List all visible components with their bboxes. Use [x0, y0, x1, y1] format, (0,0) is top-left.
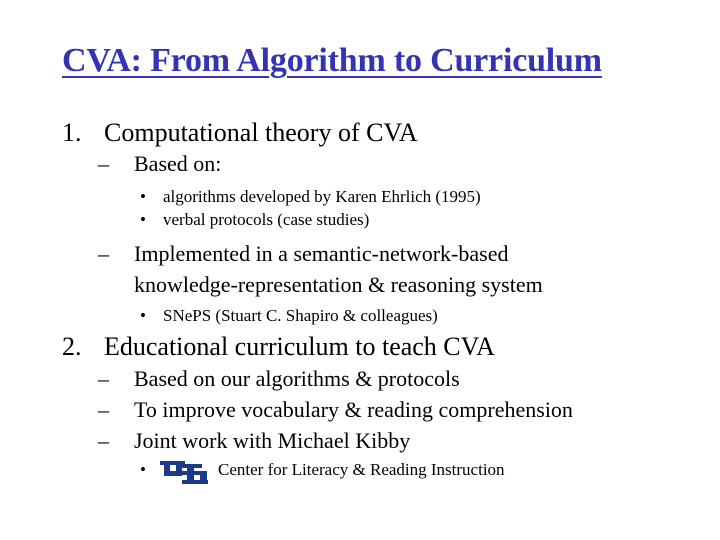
bullet-marker: • [140, 460, 146, 479]
dash-marker: – [98, 366, 109, 391]
bullet-sneps: SNePS (Stuart C. Shapiro & colleagues) [163, 306, 438, 325]
dash-marker: – [98, 397, 109, 422]
subitem-based-on-algorithms: Based on our algorithms & protocols [134, 366, 460, 391]
subitem-improve-vocabulary: To improve vocabulary & reading comprehension [134, 397, 573, 422]
item-2-text: Educational curriculum to teach CVA [104, 332, 495, 361]
subitem-joint-work: Joint work with Michael Kibby [134, 428, 411, 453]
dash-marker: – [98, 428, 109, 453]
bullet-verbal-protocols: verbal protocols (case studies) [163, 210, 370, 229]
subitem-based-on: Based on: [134, 151, 222, 176]
subitem-implemented-line1: Implemented in a semantic-network-based [134, 241, 509, 266]
slide-title: CVA: From Algorithm to Curriculum [62, 42, 602, 79]
item-2-number: 2. [62, 332, 82, 361]
dash-marker: – [98, 151, 109, 176]
bullet-algorithms: algorithms developed by Karen Ehrlich (1995) [163, 187, 481, 206]
item-1-text: Computational theory of CVA [104, 118, 418, 147]
bullet-marker: • [140, 210, 146, 229]
dash-marker: – [98, 241, 109, 266]
bullet-marker: • [140, 306, 146, 325]
ub-logo-icon [160, 460, 210, 485]
subitem-implemented-line2: knowledge-representation & reasoning system [134, 272, 543, 297]
item-1-number: 1. [62, 118, 82, 147]
bullet-center-literacy: Center for Literacy & Reading Instruction [218, 460, 505, 479]
bullet-marker: • [140, 187, 146, 206]
